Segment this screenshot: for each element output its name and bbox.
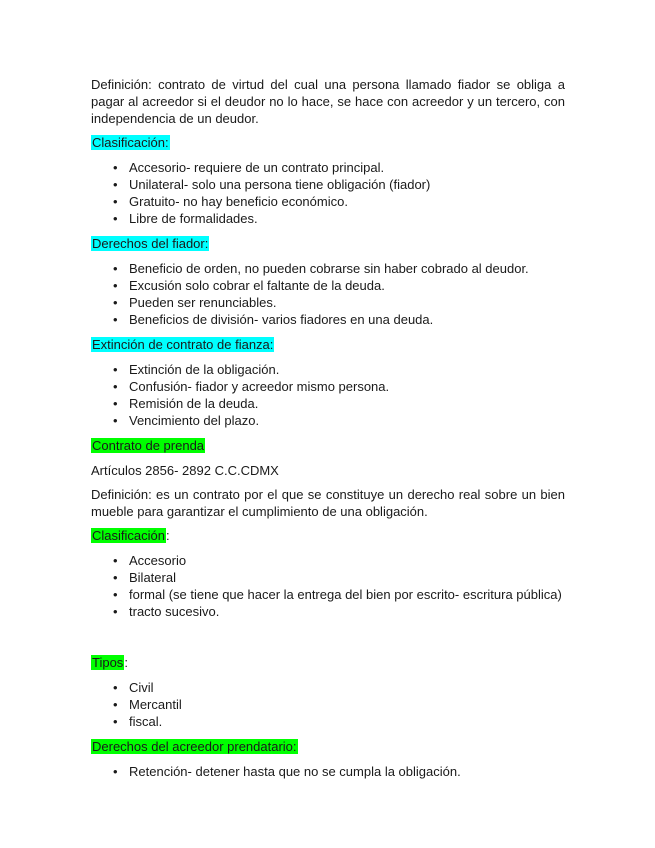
- prenda-heading: [91, 437, 565, 454]
- list-item: [91, 210, 565, 227]
- bullet-icon: •: [113, 211, 118, 226]
- bullet-icon: •: [113, 194, 118, 209]
- list-item: [91, 277, 565, 294]
- list-item: [91, 176, 565, 193]
- fianza-clasificacion-heading: [91, 134, 565, 151]
- prenda-tipos-list: [91, 679, 565, 730]
- list-item: [91, 294, 565, 311]
- prenda-articulos: Artículos 2856- 2892 C.C.CDMX: [91, 463, 279, 478]
- list-item-text: Accesorio: [129, 553, 187, 568]
- prenda-tipos-heading: [91, 654, 565, 671]
- highlight-text: Derechos del acreedor prendatario:: [92, 739, 297, 754]
- prenda-definition: Definición: es un contrato por el que se constituye un derecho real sobre un bien mueble para garantizar el cumplimiento de una obligación.: [91, 487, 565, 519]
- list-item-text: Bilateral: [129, 570, 176, 585]
- heading-suffix: :: [165, 528, 170, 543]
- bullet-icon: •: [113, 413, 118, 428]
- list-item: [91, 763, 565, 780]
- list-item-text: tracto sucesivo.: [129, 604, 220, 619]
- bullet-icon: •: [113, 553, 118, 568]
- prenda-clasificacion-heading: [91, 527, 565, 544]
- list-item-text: Confusión- fiador y acreedor mismo persona.: [129, 379, 390, 394]
- list-item-text: Beneficios de división- varios fiadores en una deuda.: [129, 312, 434, 327]
- list-item-text: formal (se tiene que hacer la entrega del bien por escrito- escritura pública): [129, 587, 562, 602]
- bullet-icon: •: [113, 587, 118, 602]
- list-item-text: Gratuito- no hay beneficio económico.: [129, 194, 348, 209]
- fianza-extincion-heading: [91, 336, 565, 353]
- list-item: [91, 260, 565, 277]
- list-item-text: Beneficio de orden, no pueden cobrarse sin haber cobrado al deudor.: [129, 261, 529, 276]
- list-item-text: Pueden ser renunciables.: [129, 295, 277, 310]
- highlight-text: Extinción de contrato de fianza:: [92, 337, 274, 352]
- fianza-extincion-list: [91, 361, 565, 429]
- list-item-text: Civil: [129, 680, 154, 695]
- list-item: [91, 159, 565, 176]
- bullet-icon: •: [113, 697, 118, 712]
- bullet-icon: •: [113, 714, 118, 729]
- list-item-text: Vencimiento del plazo.: [129, 413, 260, 428]
- highlight-text: Tipos: [92, 655, 124, 670]
- list-item-text: Remisión de la deuda.: [129, 396, 259, 411]
- list-item-text: Retención- detener hasta que no se cumpla la obligación.: [129, 764, 461, 779]
- list-item: [91, 713, 565, 730]
- bullet-icon: •: [113, 312, 118, 327]
- list-item-text: Excusión solo cobrar el faltante de la deuda.: [129, 278, 385, 293]
- list-item: [91, 552, 565, 569]
- bullet-icon: •: [113, 379, 118, 394]
- bullet-icon: •: [113, 396, 118, 411]
- bullet-icon: •: [113, 177, 118, 192]
- prenda-derechos-heading: [91, 738, 565, 755]
- list-item-text: Libre de formalidades.: [129, 211, 258, 226]
- list-item: [91, 569, 565, 586]
- bullet-icon: •: [113, 295, 118, 310]
- list-item: [91, 586, 565, 603]
- list-item-text: Unilateral- solo una persona tiene obligación (fiador): [129, 177, 431, 192]
- list-item: [91, 395, 565, 412]
- list-item-text: Mercantil: [129, 697, 182, 712]
- bullet-icon: •: [113, 680, 118, 695]
- prenda-derechos-list: [91, 763, 565, 780]
- list-item: [91, 603, 565, 620]
- bullet-icon: •: [113, 570, 118, 585]
- fianza-definition: Definición: contrato de virtud del cual una persona llamado fiador se obliga a pagar al acreedor si el deudor no lo hace, se hace con acreedor y un tercero, con independencia de un deudor.: [91, 77, 565, 126]
- fianza-derechos-list: [91, 260, 565, 328]
- list-item-text: fiscal.: [129, 714, 163, 729]
- blank-line: [91, 628, 565, 654]
- list-item: [91, 361, 565, 378]
- highlight-text: Derechos del fiador:: [92, 236, 209, 251]
- document-page: [91, 76, 565, 788]
- prenda-clasificacion-list: [91, 552, 565, 620]
- bullet-icon: •: [113, 261, 118, 276]
- highlight-text: Clasificación: [92, 528, 165, 543]
- list-item: [91, 193, 565, 210]
- list-item: [91, 311, 565, 328]
- highlight-text: Contrato de prenda: [92, 438, 205, 453]
- list-item: [91, 378, 565, 395]
- list-item-text: Accesorio- requiere de un contrato principal.: [129, 160, 385, 175]
- bullet-icon: •: [113, 604, 118, 619]
- bullet-icon: •: [113, 278, 118, 293]
- fianza-clasificacion-list: [91, 159, 565, 227]
- bullet-icon: •: [113, 764, 118, 779]
- list-item: [91, 696, 565, 713]
- fianza-derechos-heading: [91, 235, 565, 252]
- bullet-icon: •: [113, 362, 118, 377]
- highlight-text: Clasificación:: [92, 135, 169, 150]
- list-item-text: Extinción de la obligación.: [129, 362, 280, 377]
- list-item: [91, 679, 565, 696]
- heading-suffix: :: [124, 655, 128, 670]
- list-item: [91, 412, 565, 429]
- bullet-icon: •: [113, 160, 118, 175]
